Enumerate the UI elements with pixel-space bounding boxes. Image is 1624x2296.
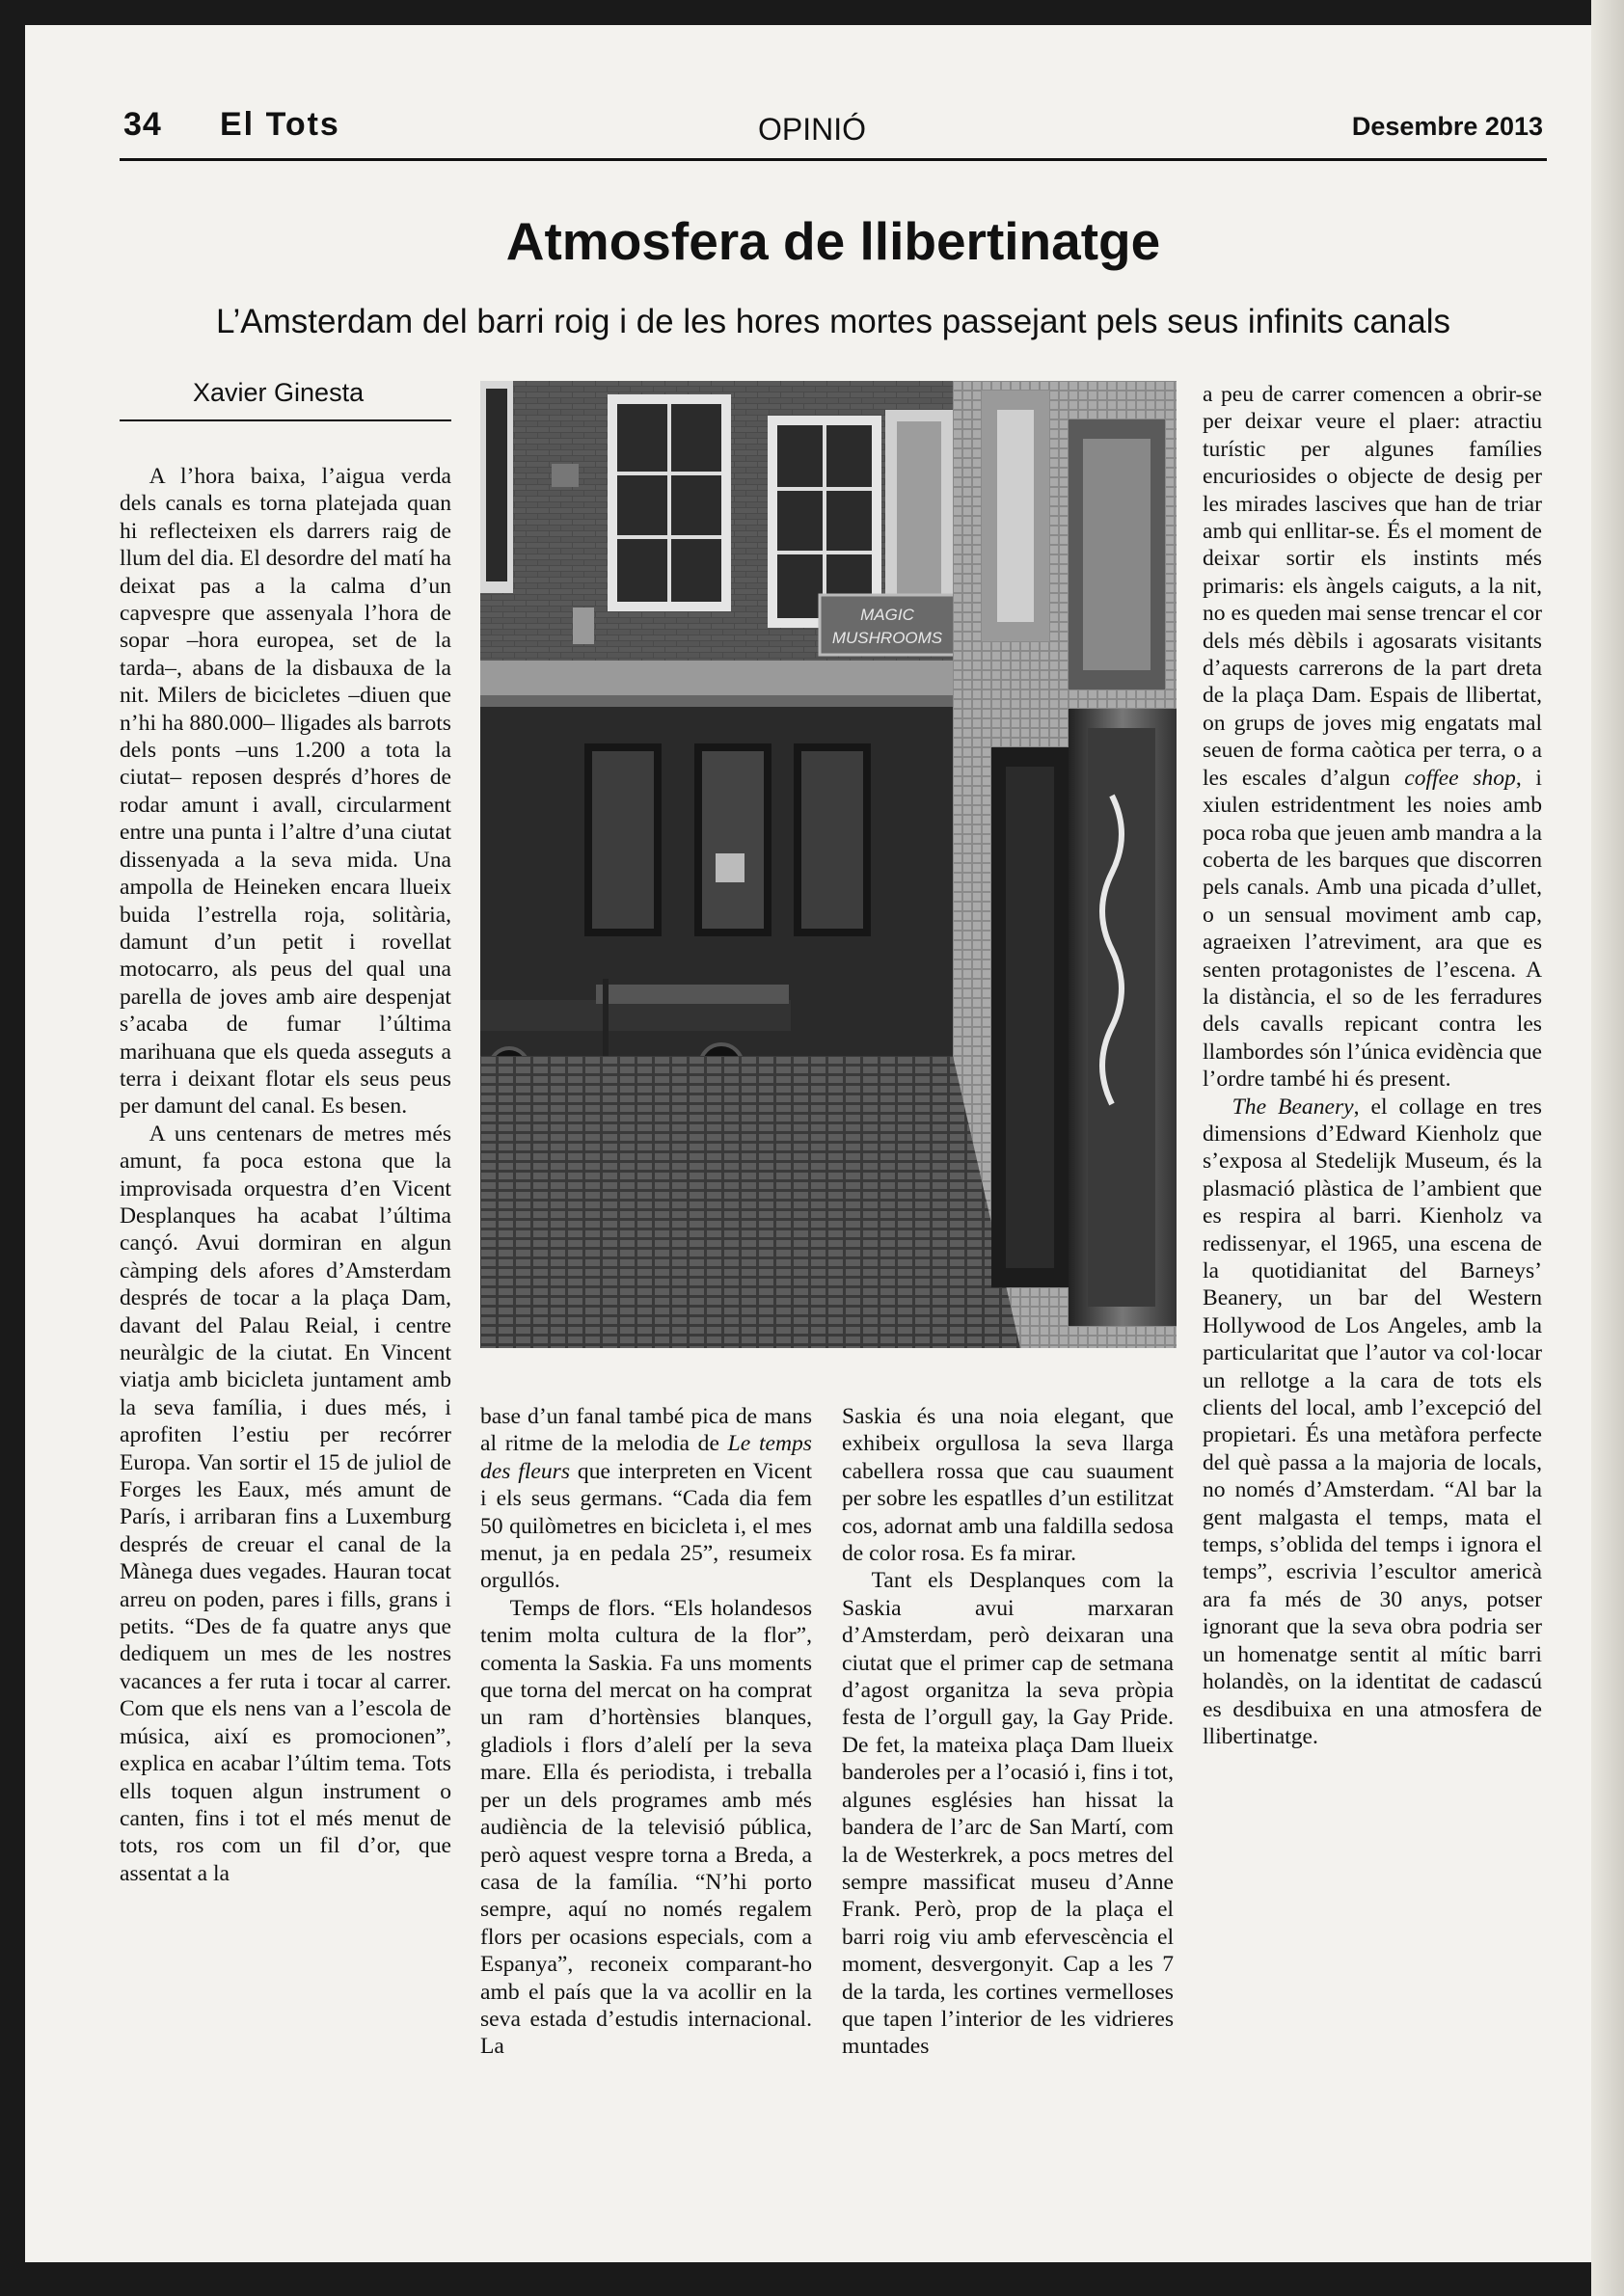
issue-date: Desembre 2013 [1351,112,1543,141]
article-column-3 [842,1403,1174,2061]
text-run: , el collage en tres dimensions d’Edward Kienholz que s’exposa al Stedelijk Museum, és la plasmació plàstica de l’ambient que es respira al barri. Kienholz va redissenyar, el 1965, una escena de la quotidianitat del Barneys’ Beanery, un bar del Western Hollywood de Los Angeles, amb la particularitat que l’autor va col·locar un rellotge a la cara de tots els clients del local, amb l’excepció del propietari. És una metàfora perfecte del què passa a la majoria de locals, no només d’Amsterdam. “Al bar la gent malgasta el temps, mata el temps, s’oblida del temps i ignora el temps”, escrivia l’escultor americà ara fa més de 30 anys, potser ignorant que la seva obra podria ser un homenatge sentit al mític barri holandès, on la identitat de cadascú es desdibuixa en una atmosfera de llibertinatge. [1203,1094,1542,1749]
text-run: que interpreten en Vicent i els seus germans. “Cada dia fem 50 quilòmetres en bicicleta i, el mes menut, ja en pedala 25”, resumeix orgullós. [480,1458,812,1594]
paragraph [1203,1094,1542,1751]
author-rule [120,419,451,421]
street-photo [480,381,1177,1348]
publication-name: El Tots [220,106,340,143]
paragraph [1203,381,1542,1094]
article-column-4 [1203,381,1542,1750]
paragraph: Saskia és una noia elegant, que exhibeix orgullosa la seva llarga cabellera rossa que cau suaument per sobre les espatlles d’un estilitzat cos, adornat amb una faldilla sedosa de color rosa. Es fa mirar. [842,1404,1174,1567]
paragraph: Tant els Desplanques com la Saskia avui marxaran d’Amsterdam, però deixaran una ciutat que el primer cap de setmana d’agost organitza la seva pròpia festa de l’orgull gay, la Gay Pride. De fet, la mateixa plaça Dam llueix banderoles per a l’ocasió i, fins i tot, algunes esglésies han hissat la bandera de l’arc de San Martí, com la de Westerkrek, a pocs metres del sempre massificat museu d’Anne Frank. Però, prop de la plaça el barri roig viu amb efervescència el moment, desvergonyit. Cap a les 7 de la tarda, les cortines vermelloses que tapen l’interior de les vidrieres muntades [842,1568,1174,2060]
text-run: , i xiulen estridentment les noies amb poca roba que jeuen amb mandra a la coberta de les barques que discorren pels canals. Amb una picada d’ullet, o un sensual moviment amb cap, agraeixen l’atreviment, ara que es senten protagonistes de l’escena. A la distància, el so de les ferradures dels cavalls repicant contra les llambordes són l’única evidència que l’ordre també hi és present. [1203,765,1542,1093]
page-edge [1591,0,1624,2296]
paragraph [480,1403,812,1595]
song-title: Le temps des fleurs [480,1431,812,1484]
header-rule [120,158,1547,161]
emphasis: coffee shop [1404,765,1516,791]
article-author: Xavier Ginesta [193,378,365,407]
paragraph: Temps de flors. “Els holandesos tenim molta cultura de la flor”, comenta la Saskia. Fa uns moments que torna del mercat on ha comprat un ram d’hortènsies blanques, gladiols i flors d’alelí per la seva mare. Ella és periodista, i treballa per un dels programes amb més audiència de la televisió pública, però aquest vespre torna a Breda, a casa de la família. “N’hi porto sempre, aquí no només regalem flors per ocasions especials, com a Espanya”, reconeix comparant-ho amb el país que la va acollir en la seva estada d’estudis internacional. La [480,1595,812,2060]
article-column-1 [120,463,451,1887]
sign-text-line1: MAGIC [860,606,914,624]
article-column-2 [480,1403,812,2061]
article-photo [480,381,1177,1348]
page-number: 34 [123,106,162,143]
artwork-title: The Beanery [1232,1094,1354,1120]
paragraph: A l’hora baixa, l’aigua verda dels canals es torna platejada quan hi reflecteixen els darrers raig de llum del dia. El desordre del matí ha deixat pas a la calma d’un capvespre que assenyala l’hora de sopar –hora europea, set de la tarda–, abans de la disbauxa de la nit. Milers de bicicletes –diuen que n’hi ha 880.000– lligades als barrots dels ponts –uns 1.200 a tota la ciutat– reposen després d’hores de rodar amunt i avall, circularment entre una punta i l’altre d’una ciutat dissenyada a la seva mida. Una ampolla de Heineken encara llueix buida l’estrella roja, solitària, damunt d’un petit i rovellat motocarro, als peus del qual una parella de joves amb aire despenjat s’acaba de fumar l’última marihuana que els queda asseguts a terra i deixant flotar els seus peus per damunt del canal. Es besen. [120,464,451,1120]
article-subtitle: L’Amsterdam del barri roig i de les hores mortes passejant pels seus infinits canals [215,303,1451,340]
sign-text-line2: MUSHROOMS [831,629,943,647]
section-name: OPINIÓ [757,112,866,147]
paragraph: A uns centenars de metres més amunt, fa poca estona que la improvisada orquestra d’en Vicent Desplanques ha acabat l’última cançó. Avui dormiran en algun càmping dels afores d’Amsterdam després de tocar a la plaça Dam, davant del Palau Reial, i centre neuràlgic de la ciutat. En Vincent viatja amb bicicleta juntament amb la seva família, i dues més, i aprofiten l’estiu per recórrer Europa. Van sortir el 15 de juliol de Forges les Eaux, més amunt de París, i arribaran fins a Luxemburg després de creuar el canal de la Mànega dues vegades. Hauran tocat arreu on poden, pares i fills, grans i petits. “Des de fa quatre anys que dediquem un mes de les nostres vacances a fer ruta i tocar al carrer. Com que els nens van a l’escola de música, així es promocionen”, explica en acabar l’últim tema. Tots ells toquen algun instrument o canten, fins i tot el més menut de tots, ros com un fil d’or, que assentat a la [120,1121,451,1886]
text-run: base d’un fanal també pica de mans al ritme de la melodia de [480,1404,812,1457]
text-run: a peu de carrer comencen a obrir-se per deixar veure el plaer: atractiu turístic per algunes famílies encuriosides o objecte de desig per les mirades lascives que han de triar amb qui enllitar-se. És el moment de deixar sortir els instints més primaris: els àngels caiguts, a la nit, no es queden mai sense trencar el cor dels més dèbils i agosarats visitants d’aquests carrerons de la part dreta de la plaça Dam. Espais de llibertat, on grups de joves mig engatats mal seuen de forma caòtica per terra, o a les escales d’algun [1203,382,1542,791]
article-title: Atmosfera de llibertinatge [505,211,1161,271]
